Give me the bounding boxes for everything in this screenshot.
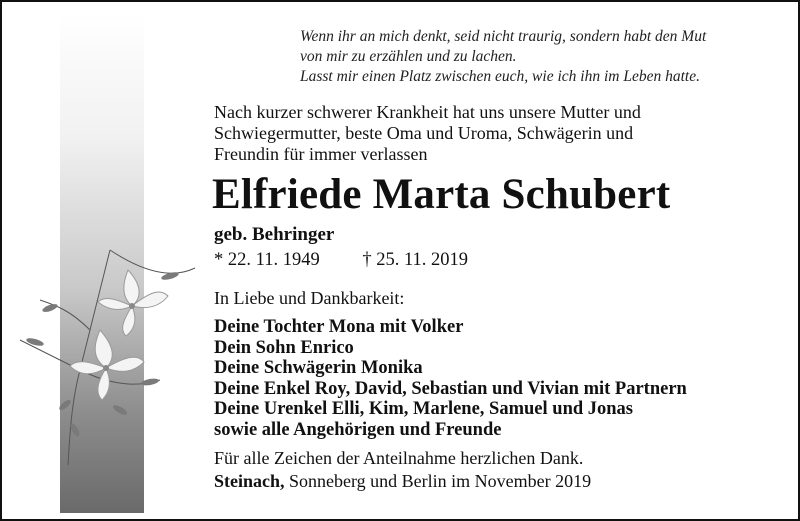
- quote-line: Lasst mir einen Platz zwischen euch, wie ich ihn im Leben hatte.: [300, 68, 700, 85]
- maiden-name: geb. Behringer: [214, 224, 335, 245]
- life-dates: [214, 250, 468, 271]
- intro-text: [214, 102, 641, 165]
- mourner-line: Dein Sohn Enrico: [214, 337, 354, 358]
- quote-line: Wenn ihr an mich denkt, seid nicht traurig, sondern habt den Mut: [300, 28, 707, 45]
- thanks-text: Für alle Zeichen der Anteilnahme herzlichen Dank.: [214, 448, 584, 468]
- mourners-heading: In Liebe und Dankbarkeit:: [214, 288, 405, 308]
- mourners-list: [214, 317, 687, 440]
- mourner-line: Deine Urenkel Elli, Kim, Marlene, Samuel und Jonas: [214, 399, 634, 419]
- mourner-line: sowie alle Angehörigen und Freunde: [214, 419, 502, 440]
- intro-line: Freundin für immer verlassen: [214, 144, 428, 164]
- death-date: † 25. 11. 2019: [362, 250, 469, 270]
- mourner-line: Deine Tochter Mona mit Volker: [214, 317, 464, 337]
- lily-flower-bouquet-icon: [10, 230, 210, 470]
- memorial-quote: [300, 27, 780, 87]
- intro-line: Nach kurzer schwerer Krankheit hat uns unsere Mutter und: [214, 102, 641, 122]
- quote-line: von mir zu erzählen und zu lachen.: [300, 48, 517, 65]
- mourner-line: Deine Enkel Roy, David, Sebastian und Vivian mit Partnern: [214, 378, 687, 399]
- place-rest: Sonneberg und Berlin im November 2019: [284, 471, 592, 491]
- place-bold: Steinach,: [214, 471, 285, 491]
- birth-date: * 22. 11. 1949: [214, 250, 320, 270]
- deceased-name: Elfriede Marta Schubert: [212, 171, 671, 218]
- intro-line: Schwiegermutter, beste Oma und Uroma, Schwägerin und: [214, 123, 634, 143]
- place-date-line: [214, 471, 591, 492]
- mourner-line: Deine Schwägerin Monika: [214, 358, 423, 378]
